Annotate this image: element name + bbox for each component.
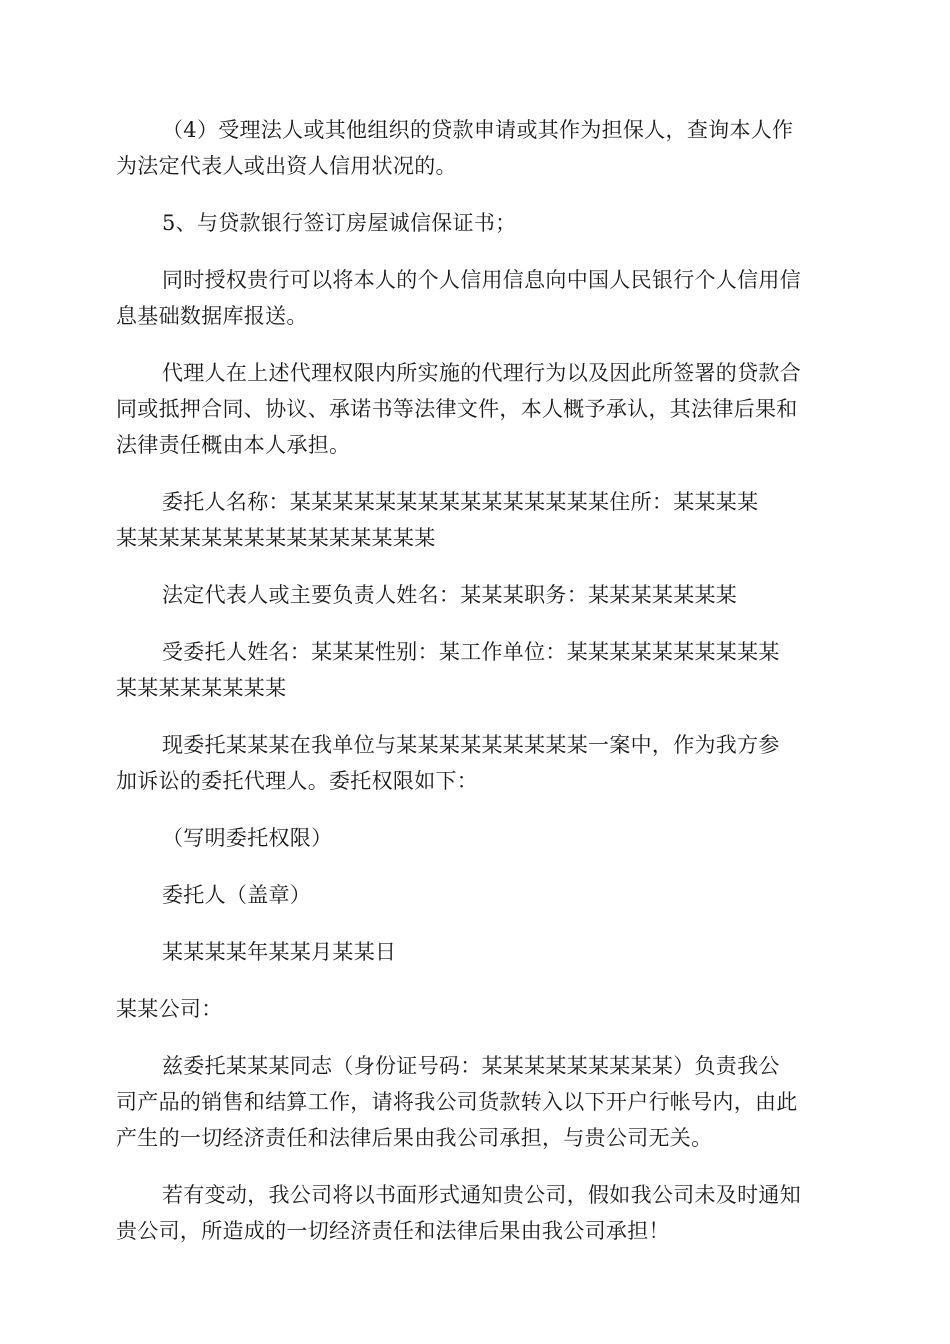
paragraph-agent-liability: [116, 355, 832, 463]
paragraph-scope-note: [116, 820, 832, 856]
text-line: 5、与贷款银行签订房屋诚信保证书；: [162, 211, 517, 235]
text-line: 司产品的销售和结算工作，请将我公司货款转入以下开户行帐号内，由此: [116, 1090, 798, 1114]
text-line: 加诉讼的委托代理人。委托权限如下：: [116, 769, 479, 793]
text-line: 某某某某某某某某某某某某某某某: [116, 526, 436, 550]
text-line: 法定代表人或主要负责人姓名：某某某职务：某某某某某某某: [162, 583, 738, 607]
text-line: 委托人名称：某某某某某某某某某某某某某某某住所：某某某某: [162, 490, 759, 514]
paragraph-signature: [116, 877, 832, 913]
paragraph-legal-representative: [116, 577, 832, 613]
text-line: 某某公司：: [116, 997, 223, 1021]
text-line: 息基础数据库报送。: [116, 304, 308, 328]
text-line: 现委托某某某在我单位与某某某某某某某某某一案中，作为我方参: [162, 733, 780, 757]
paragraph-credit-authorization: [116, 262, 832, 334]
document-body: [116, 112, 832, 1270]
text-line: 为法定代表人或出资人信用状况的。: [116, 154, 457, 178]
paragraph-agent-info: [116, 634, 832, 706]
text-line: 贵公司，所造成的一切经济责任和法律后果由我公司承担！: [116, 1219, 670, 1243]
paragraph-clause-5: [116, 205, 832, 241]
text-line: 产生的一切经济责任和法律后果由我公司承担，与贵公司无关。: [116, 1126, 713, 1150]
paragraph-clause-4: [116, 112, 832, 184]
text-line: 受委托人姓名：某某某性别：某工作单位：某某某某某某某某某某: [162, 640, 780, 664]
text-line: 同时授权贵行可以将本人的个人信用信息向中国人民银行个人信用信: [162, 268, 801, 292]
text-line: 同或抵押合同、协议、承诺书等法律文件，本人概予承认，其法律后果和: [116, 397, 798, 421]
text-line: 兹委托某某某同志（身份证号码：某某某某某某某某某）负责我公: [162, 1054, 780, 1078]
text-line: 法律责任概由本人承担。: [116, 433, 351, 457]
paragraph-sales-delegation: [116, 1048, 832, 1156]
text-line: （写明委托权限）: [162, 826, 333, 850]
text-line: 委托人（盖章）: [162, 883, 312, 907]
paragraph-change-notice: [116, 1177, 832, 1249]
paragraph-addressee: [116, 991, 832, 1027]
text-line: 某某某某年某某月某某日: [162, 940, 397, 964]
text-line: 某某某某某某某某: [116, 676, 287, 700]
paragraph-litigation-delegation: [116, 727, 832, 799]
text-line: 若有变动，我公司将以书面形式通知贵公司，假如我公司未及时通知: [162, 1183, 801, 1207]
paragraph-date: [116, 934, 832, 970]
paragraph-principal-name: [116, 484, 832, 556]
text-line: 代理人在上述代理权限内所实施的代理行为以及因此所签署的贷款合: [162, 361, 801, 385]
text-line: （4）受理法人或其他组织的贷款申请或其作为担保人，查询本人作: [162, 118, 794, 142]
